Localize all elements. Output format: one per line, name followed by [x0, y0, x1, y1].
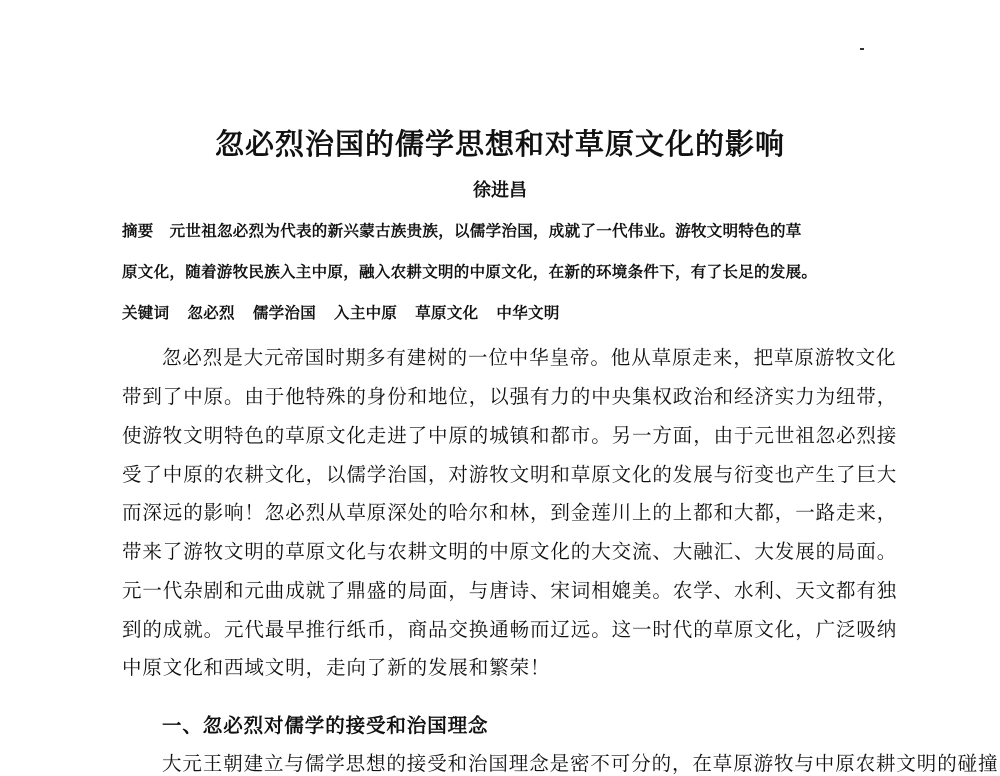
- keywords-label: 关键词: [122, 304, 170, 322]
- cut-off-text: 大元王朝建立与儒学思想的接受和治国理念是密不可分的，在草原游牧与中原农耕文明的碰撞: [162, 752, 999, 775]
- abstract-line-1: [122, 219, 892, 241]
- body-line: 而深远的影响！忽必烈从草原深处的哈尔和林，到金莲川上的上都和大都，一路走来，: [122, 501, 898, 524]
- abstract-text: 元世祖忽必烈为代表的新兴蒙古族贵族，以儒学治国，成就了一代伟业。游牧文明特色的草: [169, 222, 802, 240]
- body-line: 使游牧文明特色的草原文化走进了中原的城镇和都市。另一方面，由于元世祖忽必烈接: [122, 424, 898, 447]
- keyword: 儒学治国: [252, 304, 317, 322]
- section-heading: 一、忽必烈对儒学的接受和治国理念: [162, 714, 489, 737]
- paper-title: 忽必烈治国的儒学思想和对草原文化的影响: [214, 127, 785, 161]
- body-line: 带来了游牧文明的草原文化与农耕文明的中原文化的大交流、大融汇、大发展的局面。: [122, 540, 898, 563]
- keyword: 入主中原: [334, 304, 398, 322]
- keywords-line: [122, 301, 892, 323]
- paper-author: 徐进昌: [473, 180, 527, 201]
- abstract-line-2: 原文化，随着游牧民族入主中原，融入农耕文明的中原文化，在新的环境条件下，有了长足的发展。: [122, 263, 818, 281]
- scan-artifact: [860, 48, 864, 50]
- keyword: 忽必烈: [187, 304, 235, 322]
- body-line: 受了中原的农耕文化，以儒学治国，对游牧文明和草原文化的发展与衍变也产生了巨大: [122, 463, 898, 486]
- body-line: 元一代杂剧和元曲成就了鼎盛的局面，与唐诗、宋词相媲美。农学、水利、天文都有独: [122, 579, 898, 602]
- cut-off-body-line: [122, 748, 999, 775]
- body-line: 带到了中原。由于他特殊的身份和地位，以强有力的中央集权政治和经济实力为纽带，: [122, 385, 898, 408]
- body-line: 到的成就。元代最早推行纸币，商品交换通畅而辽远。这一时代的草原文化，广泛吸纳: [122, 618, 898, 641]
- body-line: 忽必烈是大元帝国时期多有建树的一位中华皇帝。他从草原走来，把草原游牧文化: [162, 346, 897, 369]
- body-line: 中原文化和西域文明，走向了新的发展和繁荣！: [122, 656, 551, 679]
- abstract-label: 摘要: [122, 222, 154, 240]
- keyword: 草原文化: [415, 304, 479, 322]
- keyword: 中华文明: [496, 304, 560, 322]
